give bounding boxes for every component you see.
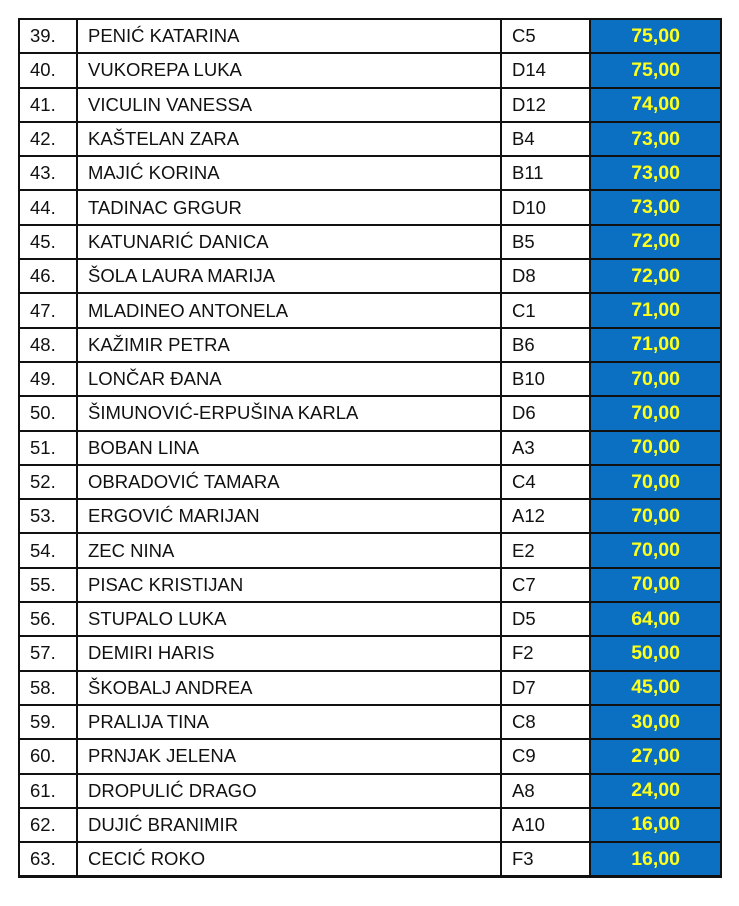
rank-cell[interactable]: 58. [19, 671, 77, 705]
name-cell[interactable]: KATUNARIĆ DANICA [77, 225, 501, 259]
name-cell[interactable]: OBRADOVIĆ TAMARA [77, 465, 501, 499]
rank-cell[interactable]: 63. [19, 842, 77, 876]
table-row[interactable] [19, 465, 721, 499]
score-cell[interactable]: 50,00 [590, 636, 721, 670]
name-cell[interactable]: ŠIMUNOVIĆ-ERPUŠINA KARLA [77, 396, 501, 430]
rank-cell[interactable]: 45. [19, 225, 77, 259]
score-cell[interactable]: 27,00 [590, 739, 721, 773]
name-cell[interactable]: KAŽIMIR PETRA [77, 328, 501, 362]
code-cell[interactable]: C4 [501, 465, 590, 499]
table-row[interactable] [19, 808, 721, 842]
score-cell[interactable]: 74,00 [590, 88, 721, 122]
score-cell[interactable]: 73,00 [590, 122, 721, 156]
name-cell[interactable]: DUJIĆ BRANIMIR [77, 808, 501, 842]
code-cell[interactable]: C1 [501, 293, 590, 327]
name-cell[interactable]: PISAC KRISTIJAN [77, 568, 501, 602]
rank-cell[interactable]: 44. [19, 190, 77, 224]
code-cell[interactable]: D7 [501, 671, 590, 705]
table-row[interactable] [19, 122, 721, 156]
table-row[interactable] [19, 431, 721, 465]
table-row[interactable] [19, 19, 721, 53]
name-cell[interactable]: BOBAN LINA [77, 431, 501, 465]
rank-cell[interactable]: 48. [19, 328, 77, 362]
score-cell[interactable]: 72,00 [590, 225, 721, 259]
rank-cell[interactable]: 52. [19, 465, 77, 499]
score-cell[interactable]: 71,00 [590, 293, 721, 327]
code-cell[interactable]: D5 [501, 602, 590, 636]
code-cell[interactable]: B6 [501, 328, 590, 362]
name-cell[interactable]: PRNJAK JELENA [77, 739, 501, 773]
code-cell[interactable]: D12 [501, 88, 590, 122]
table-row[interactable] [19, 568, 721, 602]
rank-cell[interactable]: 47. [19, 293, 77, 327]
name-cell[interactable]: ŠKOBALJ ANDREA [77, 671, 501, 705]
name-cell[interactable]: VICULIN VANESSA [77, 88, 501, 122]
rank-cell[interactable]: 50. [19, 396, 77, 430]
code-cell[interactable]: D8 [501, 259, 590, 293]
name-cell[interactable]: TADINAC GRGUR [77, 190, 501, 224]
rank-cell[interactable]: 46. [19, 259, 77, 293]
score-cell[interactable]: 70,00 [590, 499, 721, 533]
results-table-body [19, 19, 721, 876]
code-cell[interactable]: A12 [501, 499, 590, 533]
rank-cell[interactable]: 61. [19, 774, 77, 808]
results-sheet [18, 18, 720, 878]
table-row[interactable] [19, 362, 721, 396]
rank-cell[interactable]: 51. [19, 431, 77, 465]
code-cell[interactable]: D6 [501, 396, 590, 430]
score-cell[interactable]: 45,00 [590, 671, 721, 705]
table-row[interactable] [19, 774, 721, 808]
score-cell[interactable]: 64,00 [590, 602, 721, 636]
rank-cell[interactable]: 59. [19, 705, 77, 739]
name-cell[interactable]: STUPALO LUKA [77, 602, 501, 636]
table-row[interactable] [19, 602, 721, 636]
table-row[interactable] [19, 328, 721, 362]
code-cell[interactable]: F3 [501, 842, 590, 876]
score-cell[interactable]: 70,00 [590, 568, 721, 602]
score-cell[interactable]: 70,00 [590, 465, 721, 499]
score-cell[interactable]: 70,00 [590, 396, 721, 430]
score-cell[interactable]: 72,00 [590, 259, 721, 293]
score-cell[interactable]: 70,00 [590, 431, 721, 465]
rank-cell[interactable]: 42. [19, 122, 77, 156]
table-row[interactable] [19, 88, 721, 122]
name-cell[interactable]: MLADINEO ANTONELA [77, 293, 501, 327]
code-cell[interactable]: B5 [501, 225, 590, 259]
rank-cell[interactable]: 57. [19, 636, 77, 670]
table-row[interactable] [19, 156, 721, 190]
score-cell[interactable]: 16,00 [590, 842, 721, 876]
table-row[interactable] [19, 259, 721, 293]
rank-cell[interactable]: 41. [19, 88, 77, 122]
name-cell[interactable]: VUKOREPA LUKA [77, 53, 501, 87]
rank-cell[interactable]: 49. [19, 362, 77, 396]
code-cell[interactable]: E2 [501, 533, 590, 567]
name-cell[interactable]: PENIĆ KATARINA [77, 19, 501, 53]
name-cell[interactable]: ZEC NINA [77, 533, 501, 567]
score-cell[interactable]: 73,00 [590, 156, 721, 190]
code-cell[interactable]: C5 [501, 19, 590, 53]
table-row[interactable] [19, 225, 721, 259]
table-row[interactable] [19, 705, 721, 739]
rank-cell[interactable]: 53. [19, 499, 77, 533]
rank-cell[interactable]: 54. [19, 533, 77, 567]
code-cell[interactable]: C8 [501, 705, 590, 739]
rank-cell[interactable]: 43. [19, 156, 77, 190]
score-cell[interactable]: 24,00 [590, 774, 721, 808]
table-row[interactable] [19, 636, 721, 670]
rank-cell[interactable]: 56. [19, 602, 77, 636]
code-cell[interactable]: D10 [501, 190, 590, 224]
score-cell[interactable]: 70,00 [590, 533, 721, 567]
rank-cell[interactable]: 60. [19, 739, 77, 773]
code-cell[interactable]: B11 [501, 156, 590, 190]
score-cell[interactable]: 70,00 [590, 362, 721, 396]
table-row[interactable] [19, 533, 721, 567]
code-cell[interactable]: A3 [501, 431, 590, 465]
table-row[interactable] [19, 293, 721, 327]
table-row[interactable] [19, 499, 721, 533]
name-cell[interactable]: ERGOVIĆ MARIJAN [77, 499, 501, 533]
table-row[interactable] [19, 739, 721, 773]
code-cell[interactable]: F2 [501, 636, 590, 670]
name-cell[interactable]: ŠOLA LAURA MARIJA [77, 259, 501, 293]
name-cell[interactable]: KAŠTELAN ZARA [77, 122, 501, 156]
score-cell[interactable]: 16,00 [590, 808, 721, 842]
code-cell[interactable]: A8 [501, 774, 590, 808]
rank-cell[interactable]: 55. [19, 568, 77, 602]
code-cell[interactable]: C7 [501, 568, 590, 602]
rank-cell[interactable]: 39. [19, 19, 77, 53]
name-cell[interactable]: DROPULIĆ DRAGO [77, 774, 501, 808]
rank-cell[interactable]: 40. [19, 53, 77, 87]
table-row[interactable] [19, 190, 721, 224]
name-cell[interactable]: MAJIĆ KORINA [77, 156, 501, 190]
score-cell[interactable]: 75,00 [590, 19, 721, 53]
score-cell[interactable]: 30,00 [590, 705, 721, 739]
table-row[interactable] [19, 396, 721, 430]
score-cell[interactable]: 71,00 [590, 328, 721, 362]
name-cell[interactable]: DEMIRI HARIS [77, 636, 501, 670]
table-row[interactable] [19, 53, 721, 87]
name-cell[interactable]: PRALIJA TINA [77, 705, 501, 739]
code-cell[interactable]: B4 [501, 122, 590, 156]
code-cell[interactable]: B10 [501, 362, 590, 396]
score-cell[interactable]: 73,00 [590, 190, 721, 224]
results-table [18, 18, 722, 878]
code-cell[interactable]: D14 [501, 53, 590, 87]
name-cell[interactable]: LONČAR ĐANA [77, 362, 501, 396]
code-cell[interactable]: A10 [501, 808, 590, 842]
name-cell[interactable]: CECIĆ ROKO [77, 842, 501, 876]
rank-cell[interactable]: 62. [19, 808, 77, 842]
table-row[interactable] [19, 842, 721, 876]
table-row[interactable] [19, 671, 721, 705]
code-cell[interactable]: C9 [501, 739, 590, 773]
score-cell[interactable]: 75,00 [590, 53, 721, 87]
